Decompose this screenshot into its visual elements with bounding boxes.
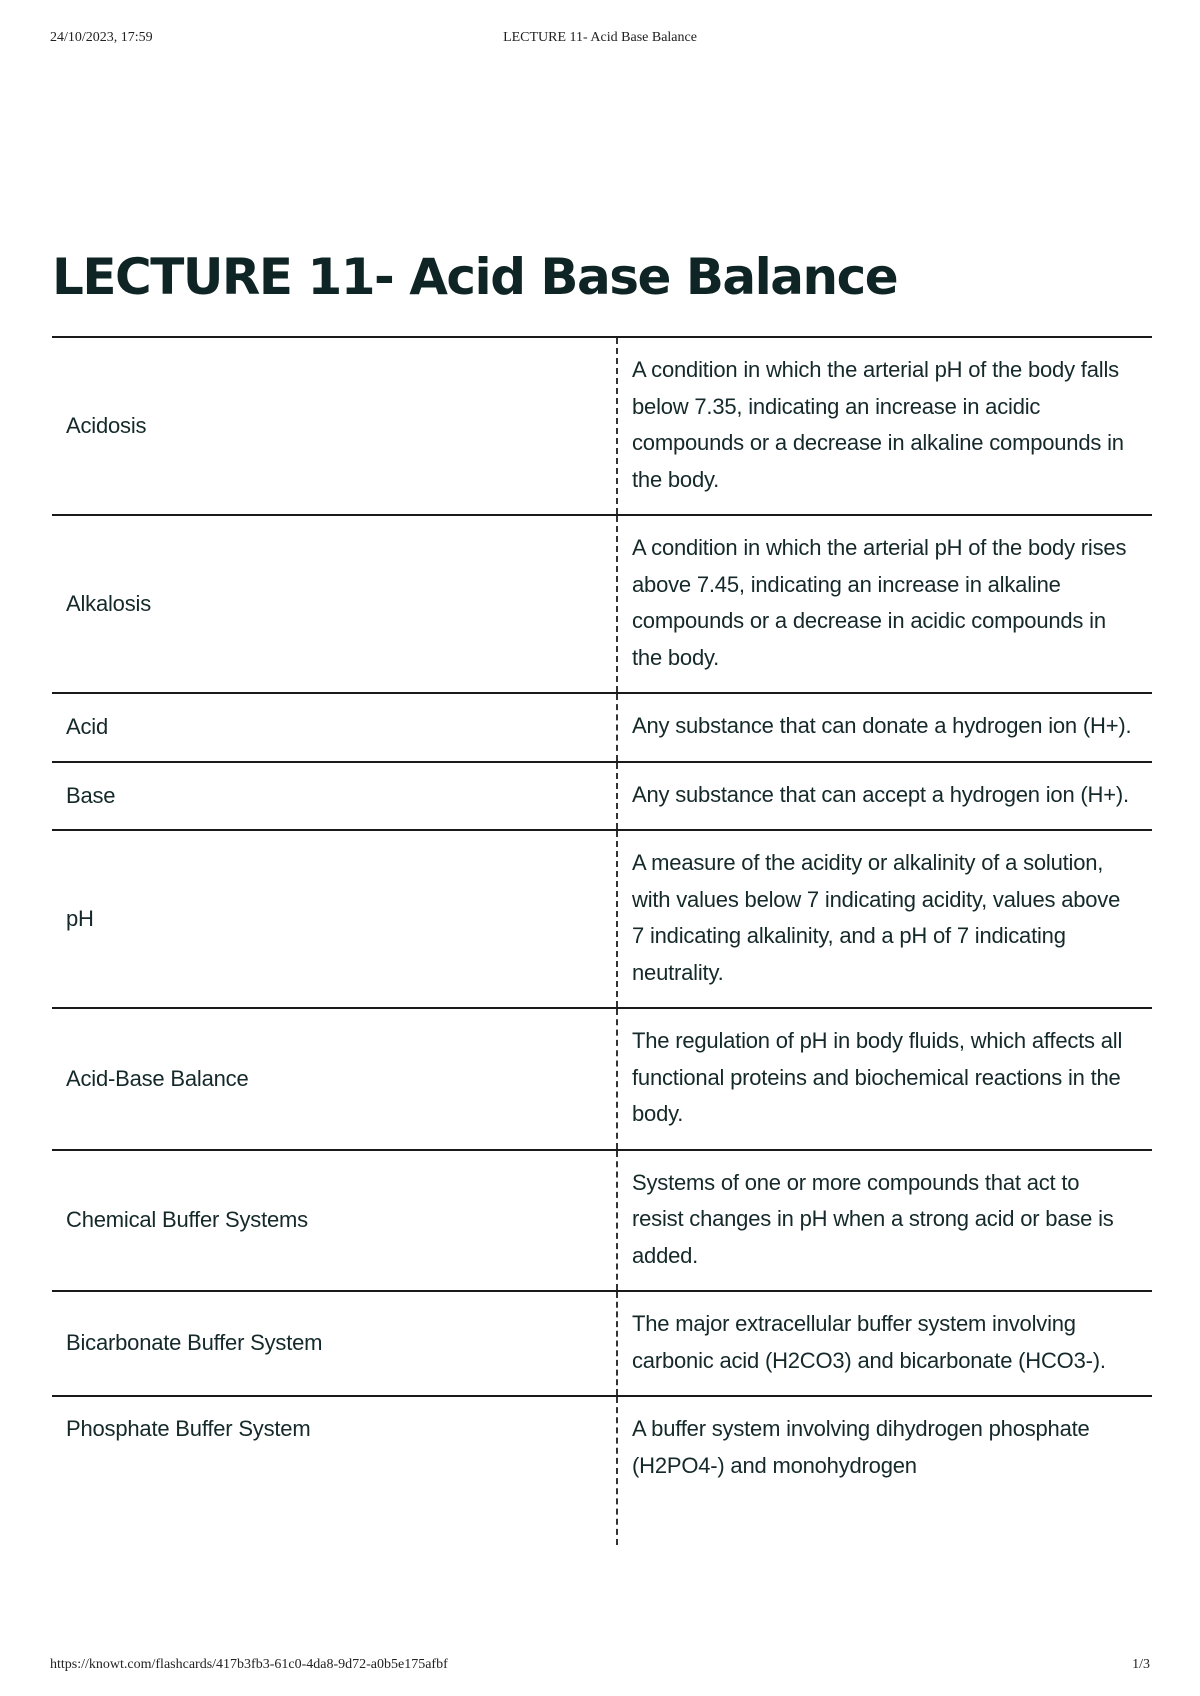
card-definition: The major extracellular buffer system involving carbonic acid (H2CO3) and bicarbonate (HCO3-). (617, 1291, 1152, 1396)
card-definition: A buffer system involving dihydrogen phosphate (H2PO4-) and monohydrogen (617, 1396, 1152, 1545)
flashcard-row (52, 515, 1152, 693)
card-term: Alkalosis (52, 515, 617, 693)
card-definition: Any substance that can donate a hydrogen ion (H+). (617, 693, 1152, 762)
card-term: pH (52, 830, 617, 1008)
card-definition: A measure of the acidity or alkalinity of a solution, with values below 7 indicating acidity, values above 7 indicating alkalinity, and a pH of 7 indicating neutrality. (617, 830, 1152, 1008)
print-footer (50, 1657, 1150, 1677)
card-definition: A condition in which the arterial pH of the body rises above 7.45, indicating an increase in alkaline compounds or a decrease in acidic compounds in the body. (617, 515, 1152, 693)
card-definition: Any substance that can accept a hydrogen ion (H+). (617, 762, 1152, 831)
card-term: Acid-Base Balance (52, 1008, 617, 1150)
print-url: https://knowt.com/flashcards/417b3fb3-61c0-4da8-9d72-a0b5e175afbf (50, 1657, 448, 1672)
flashcard-table (52, 336, 1152, 1545)
card-term: Acidosis (52, 337, 617, 515)
flashcard-row (52, 693, 1152, 762)
card-definition: Systems of one or more compounds that act to resist changes in pH when a strong acid or base is added. (617, 1150, 1152, 1292)
card-term: Acid (52, 693, 617, 762)
card-term: Base (52, 762, 617, 831)
page-number: 1/3 (1132, 1657, 1150, 1672)
flashcard-row (52, 830, 1152, 1008)
card-definition: A condition in which the arterial pH of the body falls below 7.35, indicating an increase in acidic compounds or a decrease in alkaline compounds in the body. (617, 337, 1152, 515)
flashcard-row (52, 762, 1152, 831)
print-datetime: 24/10/2023, 17:59 (50, 30, 153, 45)
flashcard-row (52, 337, 1152, 515)
card-term: Chemical Buffer Systems (52, 1150, 617, 1292)
flashcard-row (52, 1396, 1152, 1545)
print-doc-title: LECTURE 11- Acid Base Balance (503, 30, 697, 45)
print-header (50, 30, 1150, 50)
card-term: Bicarbonate Buffer System (52, 1291, 617, 1396)
card-definition: The regulation of pH in body fluids, which affects all functional proteins and biochemical reactions in the body. (617, 1008, 1152, 1150)
flashcard-row (52, 1291, 1152, 1396)
flashcard-row (52, 1150, 1152, 1292)
flashcard-row (52, 1008, 1152, 1150)
card-term: Phosphate Buffer System (52, 1396, 617, 1545)
page-title: LECTURE 11- Acid Base Balance (52, 248, 898, 306)
